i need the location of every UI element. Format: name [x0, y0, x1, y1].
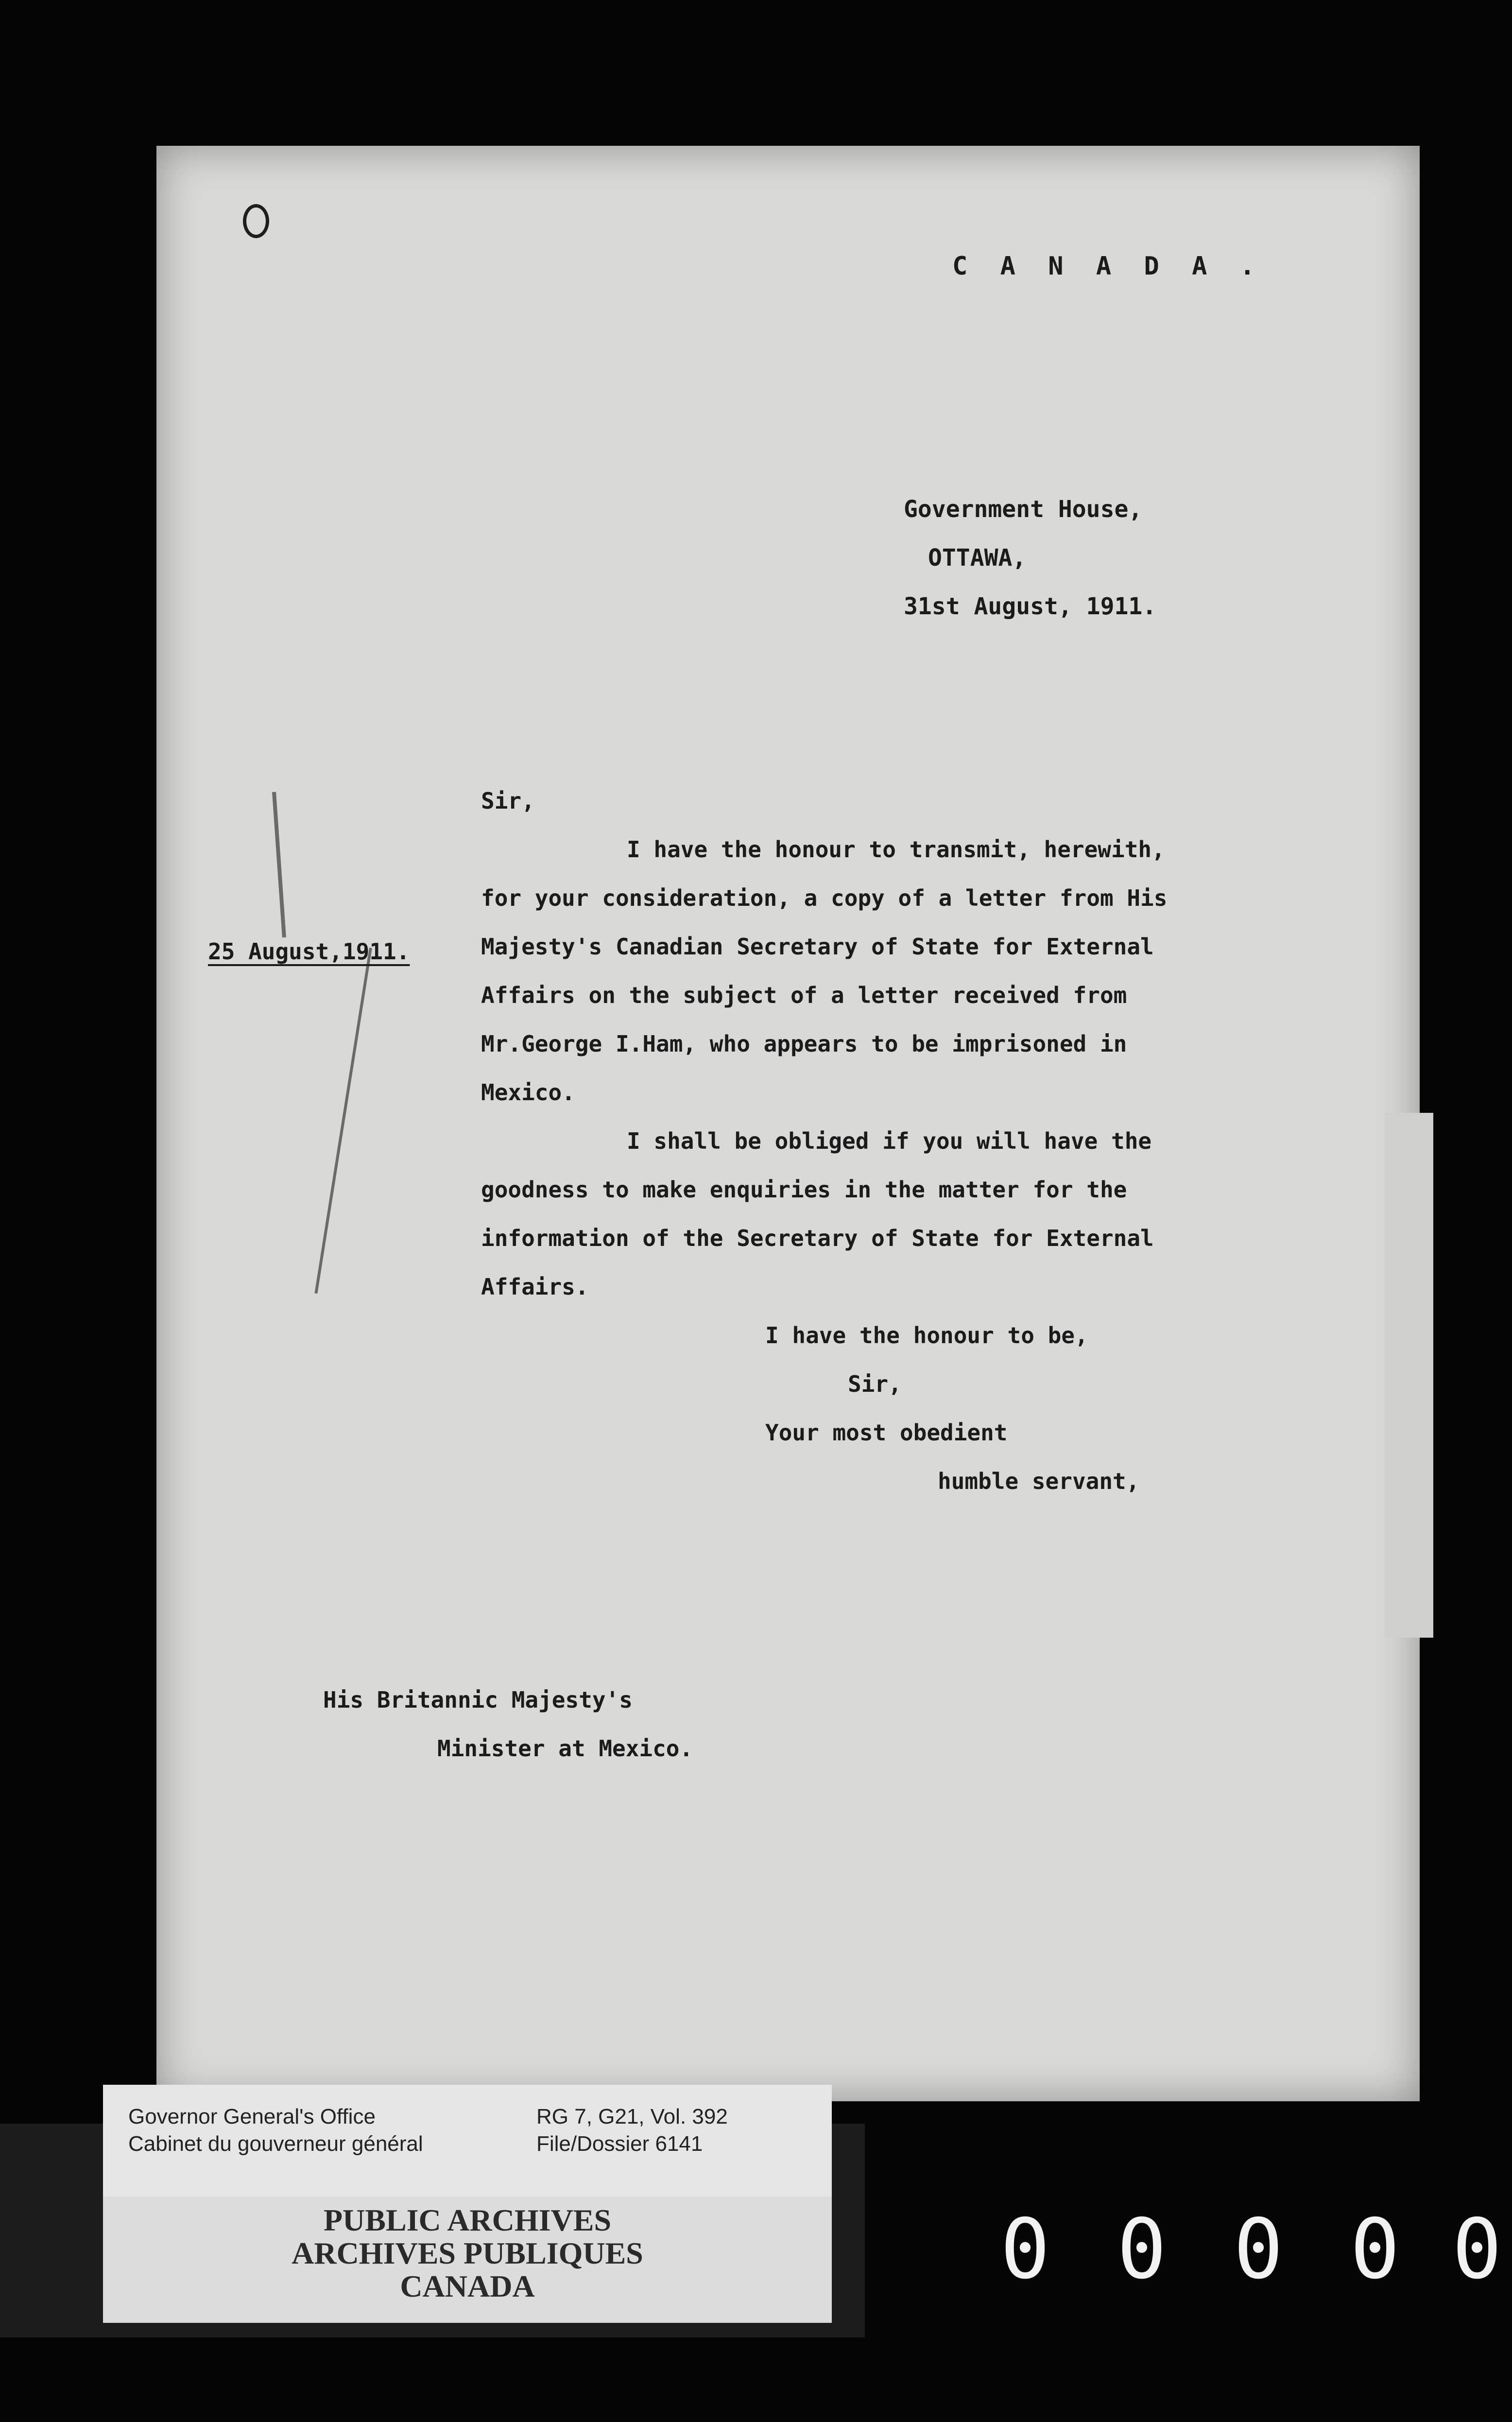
closing-line: humble servant,	[938, 1468, 1140, 1494]
addressee-line: Minister at Mexico.	[437, 1735, 693, 1762]
archive-reference: RG 7, G21, Vol. 392	[536, 2105, 728, 2128]
address-line: Government House,	[904, 496, 1143, 523]
body-line: information of the Secretary of State for External	[481, 1225, 1154, 1251]
file-number: File/Dossier 6141	[536, 2132, 703, 2156]
closing-line: Sir,	[848, 1371, 902, 1397]
office-english: Governor General's Office	[128, 2105, 376, 2128]
address-date: 31st August, 1911.	[904, 593, 1157, 620]
salutation: Sir,	[481, 788, 535, 814]
body-line: Affairs on the subject of a letter received from	[481, 982, 1127, 1008]
body-line: goodness to make enquiries in the matter for the	[481, 1176, 1127, 1203]
body-line: Affairs.	[481, 1274, 589, 1300]
sheet-fold-edge	[1385, 1113, 1433, 1638]
frame-counter-digit: 0	[1452, 2201, 1502, 2298]
frame-counter-digit: 0	[1117, 2201, 1167, 2298]
body-line: I have the honour to transmit, herewith,	[627, 836, 1165, 863]
frame-counter-digit: 0	[1000, 2201, 1050, 2298]
stamp-line: ARCHIVES PUBLIQUES	[292, 2236, 643, 2270]
folio-mark	[243, 204, 269, 238]
letter-heading: C A N A D A .	[952, 252, 1264, 281]
margin-date-note: 25 August,1911.	[208, 938, 410, 965]
frame-counter-digit: 0	[1350, 2201, 1400, 2298]
closing-line: Your most obedient	[765, 1419, 1008, 1446]
stamp-line: PUBLIC ARCHIVES	[323, 2203, 612, 2237]
body-line: I shall be obliged if you will have the	[627, 1128, 1152, 1154]
frame-counter-digit: 0	[1233, 2201, 1284, 2298]
addressee-line: His Britannic Majesty's	[323, 1687, 633, 1713]
body-line: Mexico.	[481, 1079, 575, 1106]
office-french: Cabinet du gouverneur général	[128, 2132, 423, 2156]
body-line: for your consideration, a copy of a letter from His	[481, 885, 1168, 911]
address-line: OTTAWA,	[928, 544, 1027, 571]
body-line: Majesty's Canadian Secretary of State for External	[481, 934, 1154, 960]
archives-stamp	[103, 2197, 832, 2323]
stamp-line: CANADA	[400, 2269, 535, 2303]
archive-reference-card	[103, 2085, 832, 2197]
closing-line: I have the honour to be,	[765, 1322, 1088, 1349]
body-line: Mr.George I.Ham, who appears to be imprisoned in	[481, 1031, 1127, 1057]
